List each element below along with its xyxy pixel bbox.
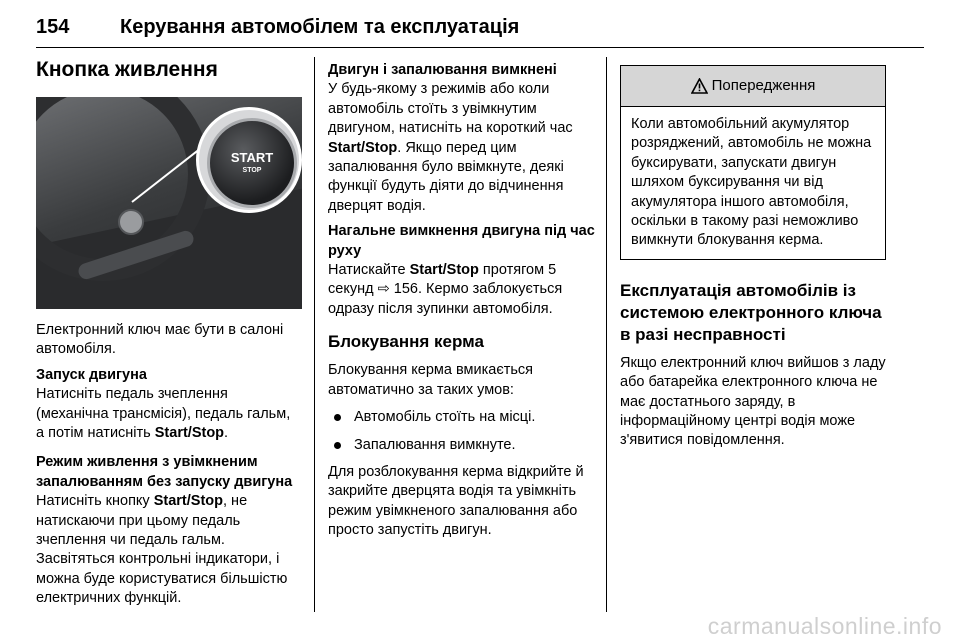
steering-lock-conditions bbox=[328, 408, 596, 455]
page-number: 154 bbox=[36, 16, 70, 38]
button-stop-label: STOP bbox=[242, 167, 262, 174]
ignition-mode-text: Натисніть кнопку Start/Stop, не натискаючи при цьому педаль зчеплення чи педаль гальм. Засвітяться контрольні індикатори, і можна буде користуватися більшістю електричних функцій. bbox=[36, 493, 288, 607]
start-stop-key: Start/Stop bbox=[154, 425, 225, 442]
page-ref-link[interactable]: 156 bbox=[389, 281, 418, 298]
start-stop-photo bbox=[36, 97, 302, 309]
button-zoom-callout bbox=[196, 107, 302, 213]
bullet-icon bbox=[334, 414, 341, 421]
faulty-key-title: Експлуатація автомобілів із системою електронного ключа в разі несправності bbox=[620, 280, 882, 344]
watermark: carmanualsonline.info bbox=[707, 613, 942, 639]
column-middle bbox=[328, 57, 596, 541]
column-right bbox=[620, 57, 886, 451]
engine-off-heading: Двигун і запалювання вимкнені bbox=[328, 62, 557, 78]
ignition-mode-heading: Режим живлення з увімкненим запалюванням без запуску двигуна bbox=[36, 454, 293, 490]
steering-lock-intro: Блокування керма вмикається автоматично за таких умов: bbox=[328, 362, 534, 398]
steering-unlock-text: Для розблокування керма відкрийте й закрийте дверцята водія та увімкніть режим увімкненого запалювання або просто запустіть двигун. bbox=[328, 463, 584, 539]
start-stop-key: Start/Stop bbox=[328, 139, 398, 156]
page-ref-arrow-icon: ⇨ bbox=[377, 281, 390, 298]
emergency-off-heading: Нагальне вимкнення двигуна під час руху bbox=[328, 223, 595, 259]
start-stop-button-icon bbox=[207, 118, 297, 208]
emergency-off-text: Натискайте Start/Stop протягом 5 секунд ⇨ 156. Кермо заблокується одразу після зупинки автомобіля. bbox=[328, 262, 563, 317]
warning-text: Коли автомобільний акумулятор розряджений, автомобіль не можна буксирувати, запускати двигун шляхом буксирування чи від акумулятора іншого автомобіля, оскільки в такому разі неможливо вимкнути блокування керма. bbox=[631, 116, 872, 249]
engine-start-text: Натисніть педаль зчеплення (механічна трансмісія), педаль гальм, а потім натисніть Start/Stop. bbox=[36, 386, 291, 442]
start-button-location bbox=[118, 209, 144, 235]
list-item: Автомобіль стоїть на місці. bbox=[328, 408, 596, 427]
column-left bbox=[36, 57, 302, 609]
intro-text: Електронний ключ має бути в салоні автомобіля. bbox=[36, 322, 284, 358]
bullet-icon bbox=[334, 442, 341, 449]
engine-start-heading: Запуск двигуна bbox=[36, 366, 147, 383]
column-divider bbox=[606, 57, 607, 612]
steering-lock-title: Блокування керма bbox=[328, 332, 484, 352]
engine-off-text: У будь-якому з режимів або коли автомобіль стоїть з увімкнутим двигуном, натисніть на короткий час Start/Stop. Якщо перед цим запалювання було ввімкнуте, деякі функції будуть діяти до відчинення дверцят водія. bbox=[328, 81, 573, 214]
warning-box bbox=[620, 65, 886, 260]
start-stop-key: Start/Stop bbox=[153, 493, 223, 510]
button-start-label: START bbox=[230, 150, 274, 165]
section-title: Кнопка живлення bbox=[36, 58, 218, 81]
chapter-title: Керування автомобілем та експлуатація bbox=[120, 16, 520, 38]
start-stop-key: Start/Stop bbox=[409, 262, 479, 279]
header-rule bbox=[36, 47, 924, 48]
warning-header bbox=[621, 66, 885, 107]
list-item: Запалювання вимкнуте. bbox=[328, 436, 596, 455]
column-divider bbox=[314, 57, 315, 612]
warning-triangle-icon bbox=[691, 78, 708, 94]
faulty-key-text: Якщо електронний ключ вийшов з ладу або батарейка електронного ключа не має достатнього заряду, в інформаційному центрі водія може з'явитися повідомлення. bbox=[620, 354, 886, 449]
page-header bbox=[36, 6, 924, 50]
warning-title: Попередження bbox=[711, 77, 816, 95]
